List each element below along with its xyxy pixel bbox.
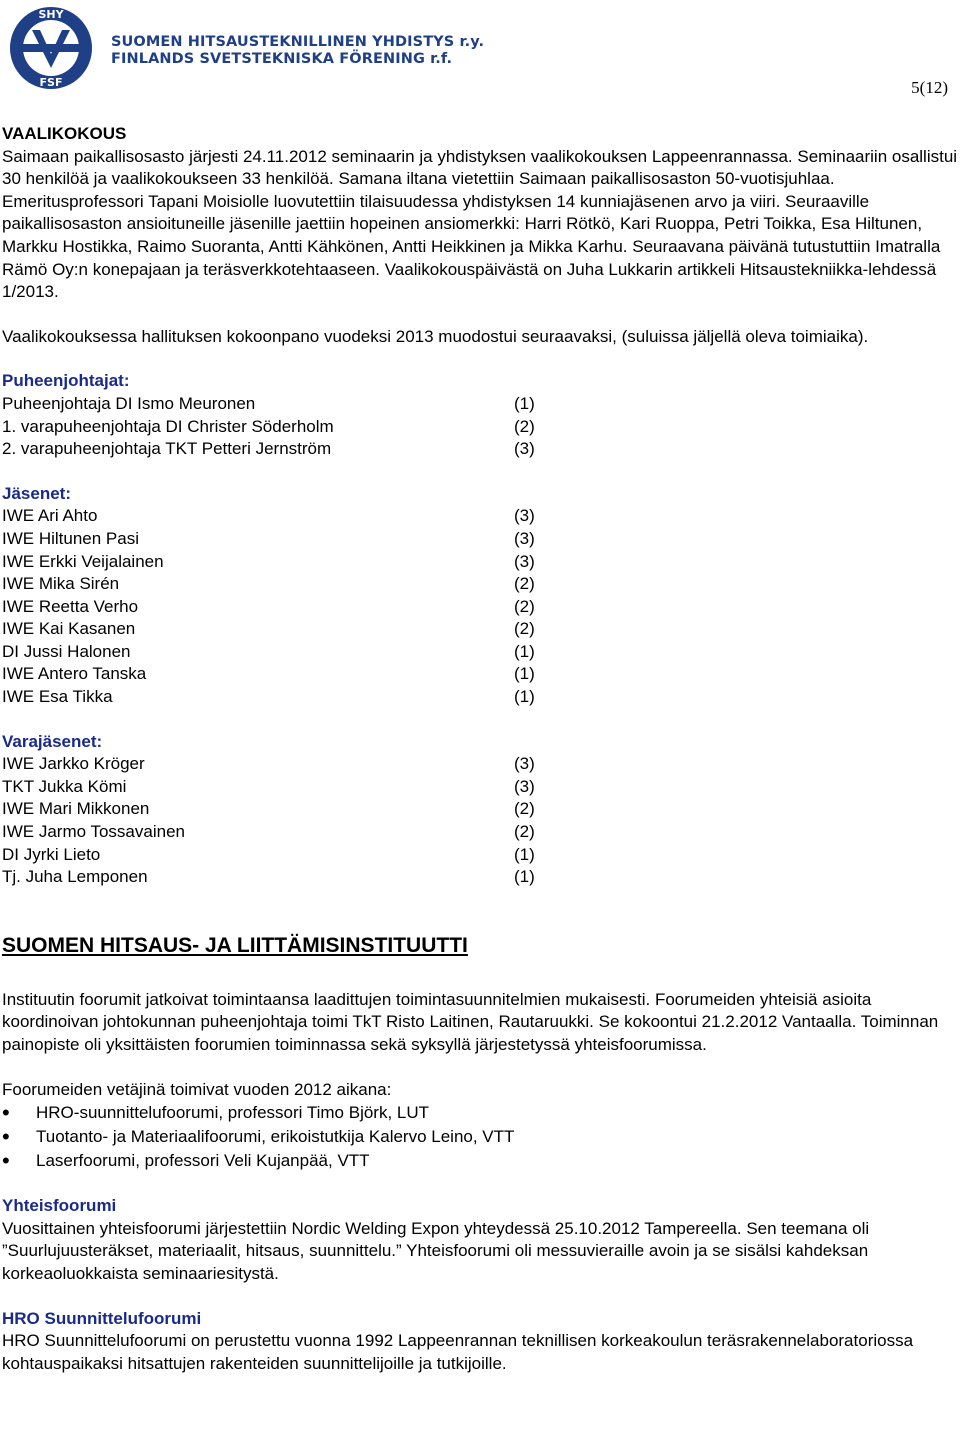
logo-bottom-text: FSF: [39, 76, 63, 89]
list-item: IWE Mika Sirén (2): [2, 574, 535, 594]
list-item: IWE Hiltunen Pasi (3): [2, 528, 535, 548]
list-item: IWE Ari Ahto (3): [2, 506, 535, 526]
puheenjohtajat-list: [2, 393, 958, 461]
list-item: TKT Jukka Kömi (3): [2, 776, 535, 796]
list-item: IWE Kai Kasanen (2): [2, 619, 535, 639]
jasenet-heading: Jäsenet:: [2, 483, 71, 503]
hro-heading: HRO Suunnittelufoorumi: [2, 1308, 202, 1328]
varajasenet-heading: Varajäsenet:: [2, 731, 103, 751]
varajasenet-list: [2, 753, 958, 889]
page-number: 5(12): [911, 78, 948, 97]
list-item: Tj. Juha Lemponen (1): [2, 867, 535, 887]
forum-leaders-intro: Foorumeiden vetäjinä toimivat vuoden 2012 aikana:: [2, 1079, 392, 1099]
list-item: DI Jyrki Lieto (1): [2, 844, 535, 864]
yhteisfoorumi-paragraph: Vuosittainen yhteisfoorumi järjestettiin Nordic Welding Expon yhteydessä 25.10.2012 Tampereella. Sen teemana oli ”Suurlujuusteräkset, materiaalit, hitsaus, suunnittelu.” Yhteisfoorumi oli messuvieraille avoin ja se sisälsi kahdeksan korkeaoluokkaista seminaariesitystä.: [2, 1218, 870, 1283]
logo-top-text: SHY: [38, 8, 64, 21]
puheenjohtajat-heading: Puheenjohtajat:: [2, 371, 130, 391]
list-item: IWE Jarkko Kröger (3): [2, 754, 535, 774]
jasenet-list: [2, 505, 958, 708]
board-intro-paragraph: Vaalikokouksessa hallituksen kokoonpano vuodeksi 2013 muodostui seuraavaksi, (suluissa jäljellä oleva toimiaika).: [2, 326, 869, 346]
letterhead: [0, 0, 960, 100]
shy-fsf-logo-icon: [8, 4, 94, 92]
list-item: 1. varapuheenjohtaja DI Christer Söderholm (2): [2, 416, 535, 436]
org-name-finnish: SUOMEN HITSAUSTEKNILLINEN YHDISTYS r.y.: [111, 34, 485, 50]
forum-leaders-list: [2, 1101, 958, 1173]
institute-heading: SUOMEN HITSAUS- JA LIITTÄMISINSTITUUTTI: [2, 933, 468, 957]
list-item: IWE Antero Tanska (1): [2, 664, 535, 684]
list-item: IWE Jarmo Tossavainen (2): [2, 822, 535, 842]
list-item: • Tuotanto- ja Materiaalifoorumi, erikoistutkija Kalervo Leino, VTT: [2, 1125, 958, 1149]
hro-paragraph: HRO Suunnittelufoorumi on perustettu vuonna 1992 Lappeenrannan teknillisen korkeakoulun teräsrakennelaboratoriossa kohtauspaikaksi hitsattujen rakenteiden suunnittelijoille ja tutkijoille.: [2, 1331, 914, 1373]
list-item: • HRO-suunnittelufoorumi, professori Timo Björk, LUT: [2, 1101, 958, 1125]
list-item: IWE Reetta Verho (2): [2, 596, 535, 616]
list-item: 2. varapuheenjohtaja TKT Petteri Jernström (3): [2, 439, 535, 459]
list-item: IWE Erkki Veijalainen (3): [2, 551, 535, 571]
org-name-swedish: FINLANDS SVETSTEKNISKA FÖRENING r.f.: [111, 51, 453, 67]
list-item: Puheenjohtaja DI Ismo Meuronen (1): [2, 393, 535, 413]
institute-paragraph: Instituutin foorumit jatkoivat toimintaansa laadittujen toimintasuunnitelmien mukaisesti. Foorumeiden yhteisiä asioita koordinoivan johtokunnan puheenjohtaja toimi TkT Risto Laitinen, Rautaruukki. Se kokoontui 21.2.2012 Vantaalla. Toiminnan painopiste oli yksittäisten foorumien toiminnassa sekä syksyllä järjestetyssä yhteisfoorumissa.: [2, 989, 939, 1054]
list-item: DI Jussi Halonen (1): [2, 641, 535, 661]
yhteisfoorumi-heading: Yhteisfoorumi: [2, 1196, 117, 1216]
list-item: IWE Esa Tikka (1): [2, 687, 535, 707]
vaalikokous-heading: VAALIKOKOUS: [2, 124, 127, 143]
list-item: • Laserfoorumi, professori Veli Kujanpää, VTT: [2, 1149, 958, 1173]
document-body: [2, 123, 958, 1375]
list-item: IWE Mari Mikkonen (2): [2, 799, 535, 819]
vaalikokous-paragraph: Saimaan paikallisosasto järjesti 24.11.2012 seminaarin ja yhdistyksen vaalikokouksen Lappeenrannassa. Seminaariin osallistui 30 henkilöä ja vaalikokoukseen 33 henkilöä. Samana iltana vietettiin Saimaan paikallisosaston 50-vuotisjuhlaa. Emeritusprofessori Tapani Moisiolle luovutettiin tilaisuudessa yhdistyksen 14 kunniajäsenen arvo ja viiri. Seuraaville paikallisosaston ansioituneille jäsenille jaettiin hopeinen ansiomerkki: Harri Rötkö, Kari Ruoppa, Petri Toikka, Esa Hiltunen, Markku Hostikka, Raimo Suoranta, Antti Kähkönen, Antti Heikkinen ja Mikka Karhu. Seuraavana päivänä tutustuttiin Imatralla Rämö Oy:n konepajaan ja teräsverkkotehtaaseen. Vaalikokouspäivästä on Juha Lukkarin artikkeli Hitsaustekniikka-lehdessä 1/2013.: [2, 146, 958, 302]
